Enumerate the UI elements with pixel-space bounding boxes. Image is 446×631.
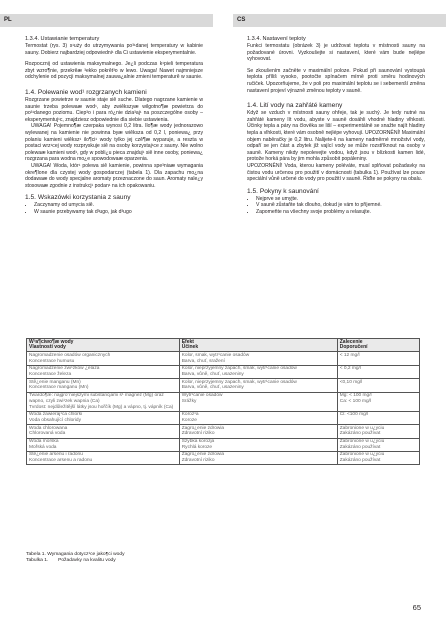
table-row xyxy=(27,411,420,424)
table-cell: Nagromadzenie zwi¹zków ¿elaza Koncentrace železa xyxy=(27,365,180,378)
table-cell: Zabronione w u¿yciu Zakázáno používat xyxy=(337,451,419,464)
table-cell: Zagro¿enie zdrowia Zdravotní riziko xyxy=(179,425,337,438)
water-quality-table xyxy=(26,338,420,465)
language-label: PL xyxy=(4,17,12,23)
table-cell: Stê¿enie manganu (Mn) Koncentrace manganu (Mn) xyxy=(27,379,180,392)
table-row xyxy=(27,451,420,464)
header-cell: Efekt Účinek xyxy=(179,339,337,352)
caption-pl: Tabela 1. Wymagania dotycz¹ce jako¶ci wody xyxy=(26,552,125,557)
paragraph: Funkci termostatu (obrázek 3) je udržovat teplotu v místnosti sauny na požadované úrovni. Vyzkoušejte si nastavení, které vám bude nejlépe vyhovovat. xyxy=(247,43,425,63)
table-cell: Zabronione w u¿yciu Zakázáno používat xyxy=(337,425,419,438)
page-number: 65 xyxy=(412,603,421,612)
paragraph: Rozgrzane powietrze w saunie staje siê suche. Dlatego nagrzane kamienie w saunie trzeba polewaæ wod¹, aby zwiêkszyæ wilgotno¶æ powietrza do po³¹danego poziomu. Ciep³o i para ró¿nie dzia³aj¹ na poszczególne osoby – eksperymentuj¹c, znajdziesz odpowiednie dla siebie ustawienia. xyxy=(25,96,203,123)
tips-list xyxy=(247,196,425,216)
paragraph: UWAGA! Pojemno¶æ czerpaka wynosi 0,2 litra. Ilo¶æ wody jednorazowo wylewanej na kamienie nie powinna byæ wiêksza od 0,2 l, poniewa¿ przy polaniu kamieni wiêksz¹ ilo¶ci¹ wody tylko jej czê¶æ wyparuje, a reszta w postaci wrz¹cej wody rozpryskuje siê na osoby korzystaj¹ce z sauny. Nie wolno polewaæ kamieni wod¹, gdy w pobli¿u pieca znajduj¹ siê inne osoby, poniewa¿ rozgrzana para wodna mo¿e spowodowaæ oparzenia. xyxy=(25,123,203,163)
section-heading: 1.3.4. Nastavení teploty xyxy=(247,36,306,42)
table-cell: Kolor, nieprzyjemny zapach, smak, wytr¹canie osadów Barva, vůně, chuť, usazeniny xyxy=(179,379,337,392)
table-cell: Stê¿enie arsenu i radonu Koncentrace arsenu a radonu xyxy=(27,451,180,464)
table-cell: Twardo¶æ: najgro¨niejszymi substancjami s¹ magnez (Mg) oraz wapno, czyli zwi¹zek wapnia (Ca) Tvrdost: nejdůležitější látky jsou hořčík (Mg) a vápno, tj. vápník (Ca) xyxy=(27,392,180,411)
table-cell: Woda morska Mořská voda xyxy=(27,438,180,451)
section-heading: 1.4. Lití vody na zahřáté kameny xyxy=(247,102,343,110)
list-item: • Zapomeňte na všechny svoje problémy a relaxujte. xyxy=(256,209,425,216)
list-item: • Zaczynamy od umycia siê. xyxy=(34,202,203,209)
table-cell: < 12 mg/l xyxy=(337,352,419,365)
tips-list xyxy=(25,202,203,215)
table-cell: Szybka korozja Rychlá koroze xyxy=(179,438,337,451)
section-heading: 1.3.4. Ustawianie temperatury xyxy=(25,36,100,42)
section-heading: 1.4. Polewanie wod¹ rozgrzanych kamieni xyxy=(25,88,147,96)
table-caption xyxy=(26,552,125,564)
table-cell: Kolor, smak, wytr¹canie osadów Barva, chuť, sražení xyxy=(179,352,337,365)
column-polish xyxy=(25,36,203,215)
language-tab-cs xyxy=(233,14,446,27)
header-cell: W³a¶ciwo¶æ wody Vlastnosti vody xyxy=(27,339,180,352)
table-cell: Zagro¿enie zdrowia Zdravotní riziko xyxy=(179,451,337,464)
table-cell: Wytr¹canie osadów Srážky xyxy=(179,392,337,411)
list-item: • W saunie przebywamy tak d³ugo, jak d³ugo xyxy=(34,209,203,216)
section-heading: 1.5. Wskazówki korzystania z sauny xyxy=(25,194,131,202)
table-cell: Woda chlorowana Chlorovaná voda xyxy=(27,425,180,438)
table-cell: Woda zawieraj¹ca chlorki Voda obsahující chloridy xyxy=(27,411,180,424)
table-header-row xyxy=(27,339,420,352)
table-row xyxy=(27,392,420,411)
table-cell: Mg: < 100 mg/l Ca: < 100 mg/l xyxy=(337,392,419,411)
table-cell: Kolor, nieprzyjemny zapach, smak, wytr¹canie osadów Barva, vůně, chuť, usazeniny xyxy=(179,365,337,378)
table-cell: Koroz¹a Koroze xyxy=(179,411,337,424)
table-cell: <0,10 mg/l xyxy=(337,379,419,392)
table-row xyxy=(27,425,420,438)
table-cell: < 0,2 mg/l xyxy=(337,365,419,378)
column-czech xyxy=(247,36,425,215)
list-item: • V sauně zůstaňte tak dlouho, dokud je vám to příjemné. xyxy=(256,202,425,209)
paragraph: UPOZORNĚNÍ! Voda, kterou kameny poléváte, musí splňovat požadavky na čistou vodu určenou pro použití v domácnosti (tabulka 1). Používat lze pouze speciální vůně určené do vody pro použití v sauně. Řiďte se pokyny na obalu. xyxy=(247,162,425,183)
table-cell: Nagromadzenie osadów organicznych Koncentrace humusu xyxy=(27,352,180,365)
paragraph: UWAGA! Woda, któr¹ polewa siê kamienie, powinna spe³niaæ wymagania okre¶lone dla czystej wody gospodarczej (tabela 1). Dla zapachu mo¿na dodawaæ do wody specjalne aromaty przeznaczone do saun. Aromaty nale¿y stosowaæ zgodnie z instrukcj¹ podan¹ na ich opakowaniu. xyxy=(25,162,203,189)
paragraph: Když se vzduch v místnosti sauny ohřeje, tak je suchý. Je tedy nutné na zahřáté kameny lít vodu, abyste v sauně dosáhli vhodné hladiny vlhkosti. Účinky tepla a páry na člověka se liší – experimentálně se snažte najít hladiny tepla a vlhkosti, které vám osobně nejlépe vyhovují. UPOZORNĚNÍ! Maximální objem naběračky je 0,2 litru. Nalijete-li na kameny nadměrné množství vody, odpaří se jen část a zbytek jíž vající vody se může rozstříknout na osoby v sauně. Kameny nikdy nepolevejte vodou, když jsou v blízkosti kamen lidé, protože horká pára by jim mohla způsobit popáleniny. xyxy=(247,110,425,163)
paragraph: Termostat (rys. 3) s¹uży do utrzymywania po³¹danej temperatury w kabinie sauny. Dobierz najbardziej odpowiedni¹ dla Ci ustawienie eksperymentalnie. xyxy=(25,43,203,56)
table-body xyxy=(27,352,420,465)
language-tab-pl xyxy=(0,14,213,27)
table-row xyxy=(27,438,420,451)
paragraph: Se zkoušením začněte v maximální poloze. Pokud při saunování vystoupá teplota příliš vysoko, pootočte spínačem mírně proti směru hodinových ručiček. Upozorňujeme, že v poli pro maximální teplotu se i sebemenší změna nastavení projeví výrazně změnou teploty v sauně. xyxy=(247,67,425,94)
paragraph: Rozpocznij od ustawienia maksymalnego. Je¿li podczas k¹pieli temperatura zbyt wzro¶nie, przekrêæ ³ekko pokrêt³o w lewo. Uwaga! Nawet najmniejsze odchylenie od pozycji maksymalnej zauwa¿alnie zmieni temperaturê w saunie. xyxy=(25,61,203,81)
table-cell: Cl: <100 mg/l xyxy=(337,411,419,424)
header-cell: Zalecenie Doporučení xyxy=(337,339,419,352)
table-row xyxy=(27,365,420,378)
table-cell: Zabronione w u¿yciu Zakázáno používat xyxy=(337,438,419,451)
caption-cs: Tabulka 1. Požadavky na kvalitu vody xyxy=(26,558,116,563)
language-label: CS xyxy=(237,17,246,23)
section-heading: 1.5. Pokyny k saunování xyxy=(247,187,319,195)
list-item: • Nejprve se umyjte. xyxy=(256,196,425,203)
table-row xyxy=(27,379,420,392)
table-row xyxy=(27,352,420,365)
